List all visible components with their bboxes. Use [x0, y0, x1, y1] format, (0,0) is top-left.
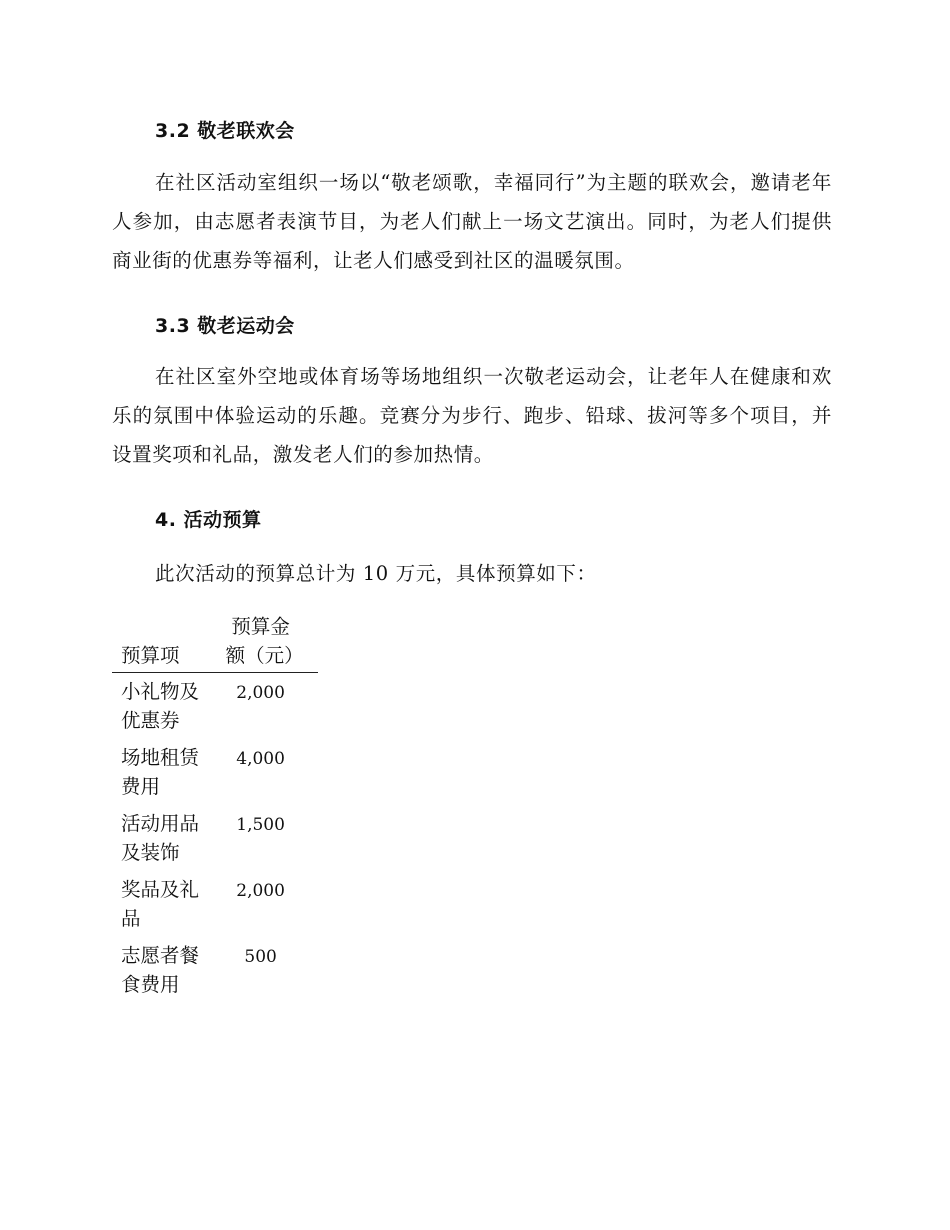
section-body-3-3: 在社区室外空地或体育场等场地组织一次敬老运动会，让老年人在健康和欢乐的氛围中体验运动的乐趣。竞赛分为步行、跑步、铅球、拔河等多个项目，并设置奖项和礼品，激发老人们的参加热情。 [112, 365, 832, 466]
section-body-3-2: 在社区活动室组织一场以“敬老颂歌，幸福同行”为主题的联欢会，邀请老年人参加，由志愿者表演节目，为老人们献上一场文艺演出。同时，为老人们提供商业街的优惠券等福利，让老人们感受到社区的温暖氛围。 [112, 171, 832, 272]
budget-amount-value: 4,000 [236, 749, 285, 769]
budget-item-cell: 小礼物及优惠券 [121, 680, 200, 732]
budget-item-cell: 场地租赁费用 [121, 746, 200, 798]
section-heading-3-3: 3.3 敬老运动会 [155, 315, 295, 337]
table-row [112, 739, 318, 805]
budget-table-header-amount [203, 612, 318, 673]
table-row [112, 805, 318, 871]
budget-amount-value: 2,000 [236, 683, 285, 703]
budget-item-cell: 志愿者餐食费用 [121, 944, 200, 996]
budget-amount-cell [203, 937, 318, 1003]
budget-amount-value: 500 [244, 947, 277, 967]
table-row [112, 673, 318, 740]
section-heading-3-2: 3.2 敬老联欢会 [155, 120, 295, 142]
section-heading-4: 4. 活动预算 [155, 509, 262, 531]
budget-intro-text: 此次活动的预算总计为 10 万元，具体预算如下： [155, 562, 597, 585]
budget-amount-value: 2,000 [236, 881, 285, 901]
budget-amount-cell [203, 871, 318, 937]
budget-amount-value: 1,500 [236, 815, 285, 835]
table-row [112, 937, 318, 1003]
budget-table-header-item: 预算项 [112, 612, 203, 673]
budget-amount-cell [203, 673, 318, 740]
table-row [112, 871, 318, 937]
budget-table [112, 612, 318, 1003]
budget-item-cell: 奖品及礼品 [121, 878, 200, 930]
budget-table-header-row [112, 612, 318, 673]
budget-amount-cell [203, 739, 318, 805]
budget-item-cell: 活动用品及装饰 [121, 812, 200, 864]
budget-table-header-amount-label: 预算金额（元） [225, 615, 304, 667]
budget-amount-cell [203, 805, 318, 871]
